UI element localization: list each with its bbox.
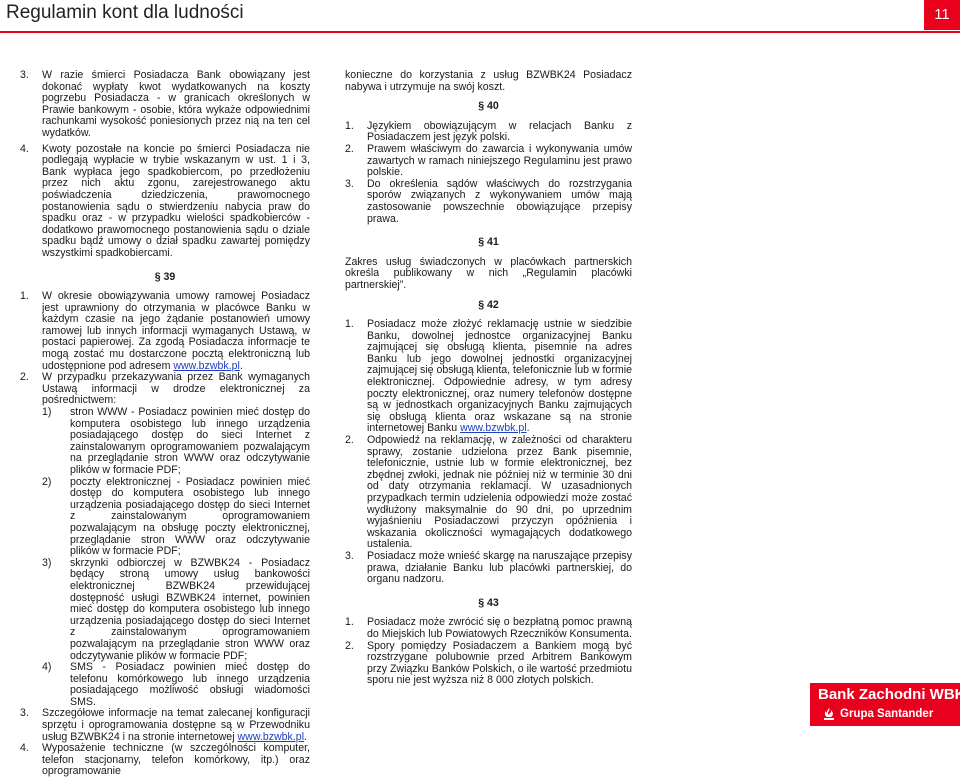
bzwbk-link[interactable]: www.bzwbk.pl [173, 359, 240, 372]
item-text: W przypadku przekazywania przez Bank wymaganych Ustawą informacji w drodze elektronicznej za pośrednictwem: [42, 371, 310, 407]
s40-item-2 [345, 144, 632, 179]
item-text: Językiem obowiązującym w relacjach Banku z Posiadaczem jest język polski. [367, 119, 632, 144]
s40-item-3 [345, 179, 632, 225]
s42-item-2 [345, 435, 632, 551]
item-number: 1. [20, 290, 29, 303]
subitem-text: skrzynki odbiorczej w BZWBK24 - Posiadacz będący stroną umowy usług bankowości elektronicznej BZWBK24 przewidującej dostępność usługi BZWBK24 internet, powinien mieć dostęp do komputera osobistego lub innego urządzenia posiadającego dostęp do sieci Internet z zainstalowanym oprogramowaniem pozwalającym na przeglądanie stron WWW oraz odczytywanie plików w formacie PDF; [70, 556, 310, 662]
item-text: Odpowiedź na reklamację, w zależności od charakteru sprawy, zostanie udzielona przez Bank pisemnie, telefonicznie, ustnie lub w formie elektronicznej, bez zbędnej zwłoki, jednak nie później niż w terminie 30 dni od daty otrzymania reklamacji. W uzasadnionych przypadkach termin udzielenia odpowiedzi może zostać wydłużony maksymalnie do 90 dni, po uprzednim wyjaśnieniu Posiadaczowi przyczyn opóźnienia i wskazania okoliczności wymagających dodatkowego ustalenia. [367, 434, 632, 551]
bank-name: Bank Zachodni WBK [818, 686, 966, 703]
subitem-text: poczty elektronicznej - Posiadacz powinien mieć dostęp do komputera osobistego lub innego urządzenia posiadającego dostęp do sieci Internet z zainstalowanym oprogramowaniem pozwalającym na obsługę poczty elektronicznej, przeglądanie stron WWW oraz odczytywanie plików w formacie PDF; [70, 475, 310, 558]
item-number: 4. [20, 142, 29, 155]
item-number: 1. [345, 318, 354, 331]
subitem-text: SMS - Posiadacz powinien mieć dostęp do telefonu komórkowego lub innego urządzenia posiadającego możliwość obsługi wiadomości SMS. [70, 661, 310, 708]
item-text: W okresie obowiązywania umowy ramowej Posiadacz jest uprawniony do otrzymania w placówce Banku w każdym czasie na jego żądanie postanowień umowy ramowej lub innych informacji wymaganych Ustawą, w postaci papierowej. Za zgodą Posiadacza informacje te mogą zostać mu dostarczone pocztą elektroniczną lub udostępnione pod adresem www.bzwbk.pl. [42, 290, 310, 372]
item-number: 2. [20, 371, 29, 384]
subitem-text: stron WWW - Posiadacz powinien mieć dostęp do komputera osobistego lub innego urządzenia posiadającego dostęp do sieci Internet z zainstalowanym oprogramowaniem pozwalającym na przeglądanie stron WWW oraz odczytywanie plików w formacie PDF; [70, 406, 310, 476]
s43-item-1 [345, 617, 632, 640]
section-39-heading: § 39 [154, 270, 176, 283]
page-number-badge: 11 [924, 0, 960, 30]
s42-item-1 [345, 319, 632, 435]
item-number: 2. [345, 142, 354, 155]
continued-text: konieczne do korzystania z usług BZWBK24 Posiadacz nabywa i utrzymuje na swój koszt. [345, 69, 632, 93]
section-43-heading: § 43 [478, 596, 499, 609]
bank-logo [810, 683, 966, 726]
paragraph-4 [20, 144, 310, 260]
section-40-heading: § 40 [478, 100, 499, 113]
subitem-number: 1) [42, 406, 52, 419]
subitem-number: 4) [42, 661, 52, 674]
left-column [20, 70, 310, 778]
page-header [0, 0, 960, 32]
document-title: Regulamin kont dla ludności [6, 2, 244, 23]
item-text: Posiadacz może wnieść skargę na naruszające przepisy prawa, działanie Banku lub placówki partnerskiej, do organu nadzoru. [367, 549, 632, 586]
s39-subitem-3 [20, 558, 310, 662]
item-text: W razie śmierci Posiadacza Bank obowiązany jest dokonać wypłaty kwot wydatkowanych na koszty pogrzebu Posiadacza - w granicach określonych w Prawie bankowym - osobie, która wykaże odpowiednimi rachunkami wysokość poniesionych przez nią na ten cel wydatków. [42, 69, 310, 139]
item-text: Do określenia sądów właściwych do rozstrzygania sporów związanych z wykonywaniem umów mają zastosowanie powszechnie obowiązujące przepisy prawa. [367, 177, 632, 225]
right-column [345, 70, 632, 687]
item-number: 2. [345, 434, 354, 447]
item-text: Szczegółowe informacje na temat zalecanej konfiguracji sprzętu i oprogramowania dostępne są w Przewodniku usług BZWBK24 i na stronie internetowej www.bzwbk.pl. [42, 707, 310, 743]
item-number: 3. [345, 549, 354, 562]
s39-item-4 [20, 743, 310, 778]
s43-item-2 [345, 641, 632, 687]
s39-subitem-4 [20, 662, 310, 708]
item-number: 3. [345, 177, 354, 190]
item-number: 3. [20, 69, 29, 81]
subitem-number: 2) [42, 475, 52, 488]
santander-flame-icon [823, 708, 835, 720]
section-41-heading: § 41 [478, 236, 499, 249]
item-text: Prawem właściwym do zawarcia i wykonywania umów zawartych w ramach niniejszego Regulaminu jest prawo polskie. [367, 142, 632, 179]
s39-subitem-2 [20, 477, 310, 558]
item-number: 1. [345, 119, 354, 132]
s40-item-1 [345, 121, 632, 144]
item-text: Spory pomiędzy Posiadaczem a Bankiem mogą być rozstrzygane polubownie przed Arbitrem Bankowym przy Związku Banków Polskich, o ile wartość przedmiotu sporu nie jest wyższa niż 8 000 złotych polskich. [367, 639, 632, 687]
header-rule [0, 31, 960, 33]
bzwbk-link[interactable]: www.bzwbk.pl [460, 422, 527, 435]
s39-item-3 [20, 708, 310, 743]
s41-text: Zakres usług świadczonych w placówkach partnerskich określa publikowany w nich „Regulamin placówki partnerskiej”. [345, 255, 632, 291]
item-number: 3. [20, 707, 29, 720]
paragraph-3 [20, 70, 310, 140]
item-text: Posiadacz może złożyć reklamację ustnie w siedzibie Banku, dowolnej jednostce organizacyjnej Banku zajmującej się obsługą klienta, pisemnie na adres Banku lub jego dowolnej jednostki organizacyjnej zajmującej się obsługą klienta, telefonicznie lub w formie elektronicznej. Odpowiednie adresy, w tym adresy poczty elektronicznej, oraz numery telefonów dostępne są w jednostkach organizacyjnych Banku zajmujących się obsługą klienta oraz wskazane są na stronie internetowej Banku www.bzwbk.pl. [367, 318, 632, 435]
group-name: Grupa Santander [840, 708, 934, 720]
section-42-heading: § 42 [478, 298, 499, 311]
item-number: 4. [20, 742, 29, 755]
s39-subitem-1 [20, 407, 310, 477]
item-number: 1. [345, 616, 354, 629]
item-text: Kwoty pozostałe na koncie po śmierci Posiadacza nie podlegają wypłacie w trybie wskazanym w ust. 1 i 3, Bank wypłaca jego spadkobiercom, po przedłożeniu przez nich aktu zgonu, zarejestrowanego aktu poświadczenia dziedziczenia, prawomocnego postanowienia sądu o stwierdzeniu nabycia praw do spadku oraz - w przypadku wielości spadkobierców - dodatkowo prawomocnego postanowienia sądu o dziale spadku bądź umowy o dział spadku zawartej pomiędzy wszystkimi spadkobiercami. [42, 142, 310, 259]
s39-item-2 [20, 372, 310, 407]
s42-item-3 [345, 551, 632, 586]
bzwbk-link[interactable]: www.bzwbk.pl [237, 730, 305, 743]
item-text: Wyposażenie techniczne (w szczególności komputer, telefon stacjonarny, telefon komórkowy, itp.) oraz oprogramowanie [42, 742, 310, 778]
subitem-number: 3) [42, 556, 52, 569]
s39-item-1 [20, 291, 310, 372]
item-text: Posiadacz może zwrócić się o bezpłatną pomoc prawną do Miejskich lub Powiatowych Rzeczników Konsumenta. [367, 616, 632, 640]
item-number: 2. [345, 639, 354, 652]
